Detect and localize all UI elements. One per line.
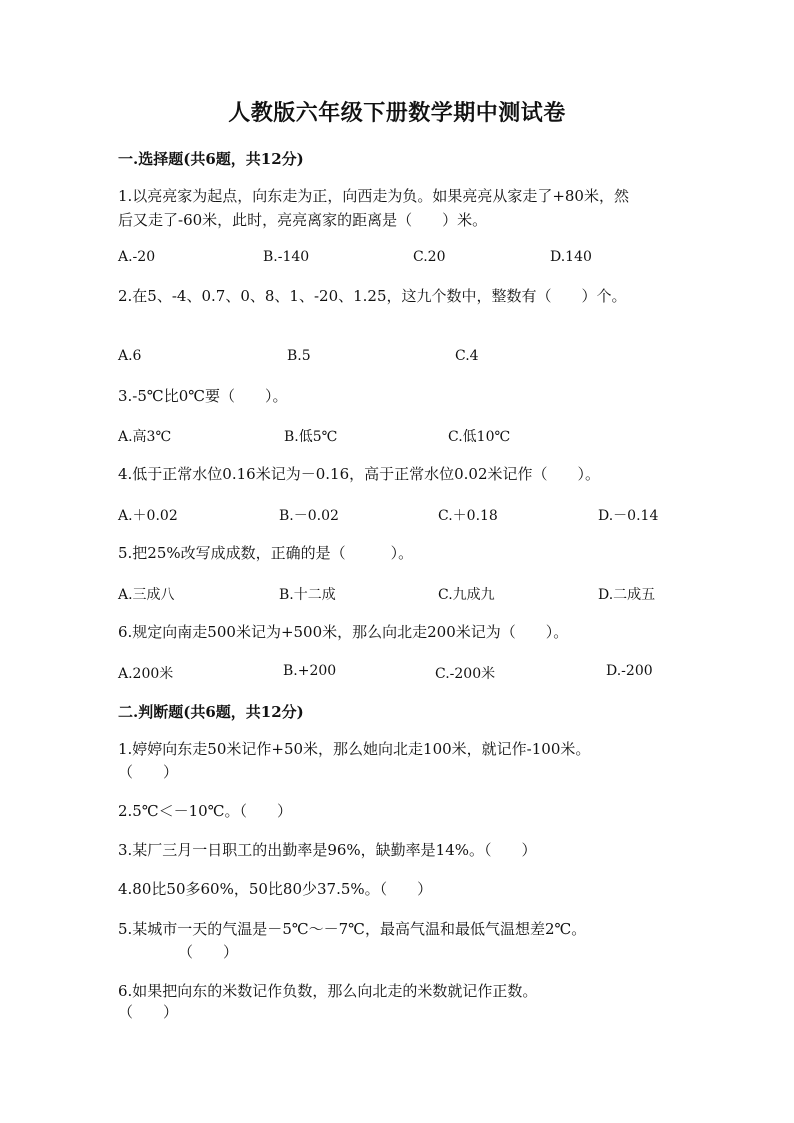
choice-question-6-line-1: 6.规定向南走500米记为+500米，那么向北走200米记为（ ）。 — [118, 623, 569, 641]
page-title: 人教版六年级下册数学期中测试卷 — [228, 100, 566, 126]
judgement-question-1-answer-blank: （ ） — [118, 763, 179, 781]
choice-question-1-option-b: B.-140 — [263, 249, 310, 265]
choice-question-2-line-1: 2.在5、-4、0.7、0、8、1、-20、1.25，这九个数中，整数有（ ）个。 — [118, 287, 627, 305]
choice-question-6-option-b: B.+200 — [283, 663, 337, 679]
choice-question-5-option-c: C.九成九 — [438, 587, 495, 603]
choice-question-5-line-1: 5.把25%改写成成数，正确的是（ ）。 — [118, 544, 414, 562]
choice-question-5-option-a: A.三成八 — [118, 587, 175, 603]
choice-question-1-option-d: D.140 — [550, 249, 592, 265]
judgement-question-3-line-1: 3.某厂三月一日职工的出勤率是96%，缺勤率是14%。（ ） — [118, 841, 537, 859]
judgement-question-6-line-1: 6.如果把向东的米数记作负数，那么向北走的米数就记作正数。 — [118, 982, 538, 1000]
choice-question-3-option-c: C.低10℃ — [448, 429, 511, 445]
choice-question-6-option-c: C.-200米 — [435, 666, 496, 682]
choice-question-6-option-a: A.200米 — [118, 666, 174, 682]
choice-question-2-option-c: C.4 — [455, 348, 479, 364]
choice-question-6-option-d: D.-200 — [606, 663, 653, 679]
choice-question-4-line-1: 4.低于正常水位0.16米记为－0.16，高于正常水位0.02米记作（ ）。 — [118, 465, 601, 483]
choice-question-2-option-b: B.5 — [287, 348, 311, 364]
section-heading-judgement: 二.判断题(共6题，共12分) — [118, 703, 304, 721]
choice-question-5-option-d: D.二成五 — [598, 587, 656, 603]
judgement-question-6-answer-blank: （ ） — [118, 1003, 179, 1021]
choice-question-4-option-c: C.＋0.18 — [438, 508, 498, 524]
choice-question-3-option-a: A.高3℃ — [118, 429, 172, 445]
judgement-question-4-line-1: 4.80比50多60%，50比80少37.5%。（ ） — [118, 880, 433, 898]
choice-question-4-option-a: A.＋0.02 — [118, 508, 178, 524]
choice-question-2-option-a: A.6 — [118, 348, 142, 364]
judgement-question-2-line-1: 2.5℃＜－10℃。（ ） — [118, 802, 293, 820]
choice-question-1-option-a: A.-20 — [118, 249, 156, 265]
choice-question-1-line-2: 后又走了-60米，此时，亮亮离家的距离是（ ）米。 — [118, 211, 488, 229]
choice-question-3-line-1: 3.-5℃比0℃要（ ）。 — [118, 387, 288, 405]
judgement-question-5-line-1: 5.某城市一天的气温是－5℃～－7℃，最高气温和最低气温想差2℃。 — [118, 920, 587, 938]
choice-question-4-option-d: D.－0.14 — [598, 508, 659, 524]
choice-question-5-option-b: B.十二成 — [279, 587, 336, 603]
section-heading-choice: 一.选择题(共6题，共12分) — [118, 150, 304, 168]
choice-question-3-option-b: B.低5℃ — [284, 429, 338, 445]
choice-question-1-line-1: 1.以亮亮家为起点，向东走为正，向西走为负。如果亮亮从家走了+80米，然 — [118, 187, 629, 205]
choice-question-4-option-b: B.－0.02 — [279, 508, 339, 524]
judgement-question-5-answer-blank: （ ） — [178, 943, 239, 961]
choice-question-1-option-c: C.20 — [413, 249, 446, 265]
judgement-question-1-line-1: 1.婷婷向东走50米记作+50米，那么她向北走100米，就记作-100米。 — [118, 740, 591, 758]
